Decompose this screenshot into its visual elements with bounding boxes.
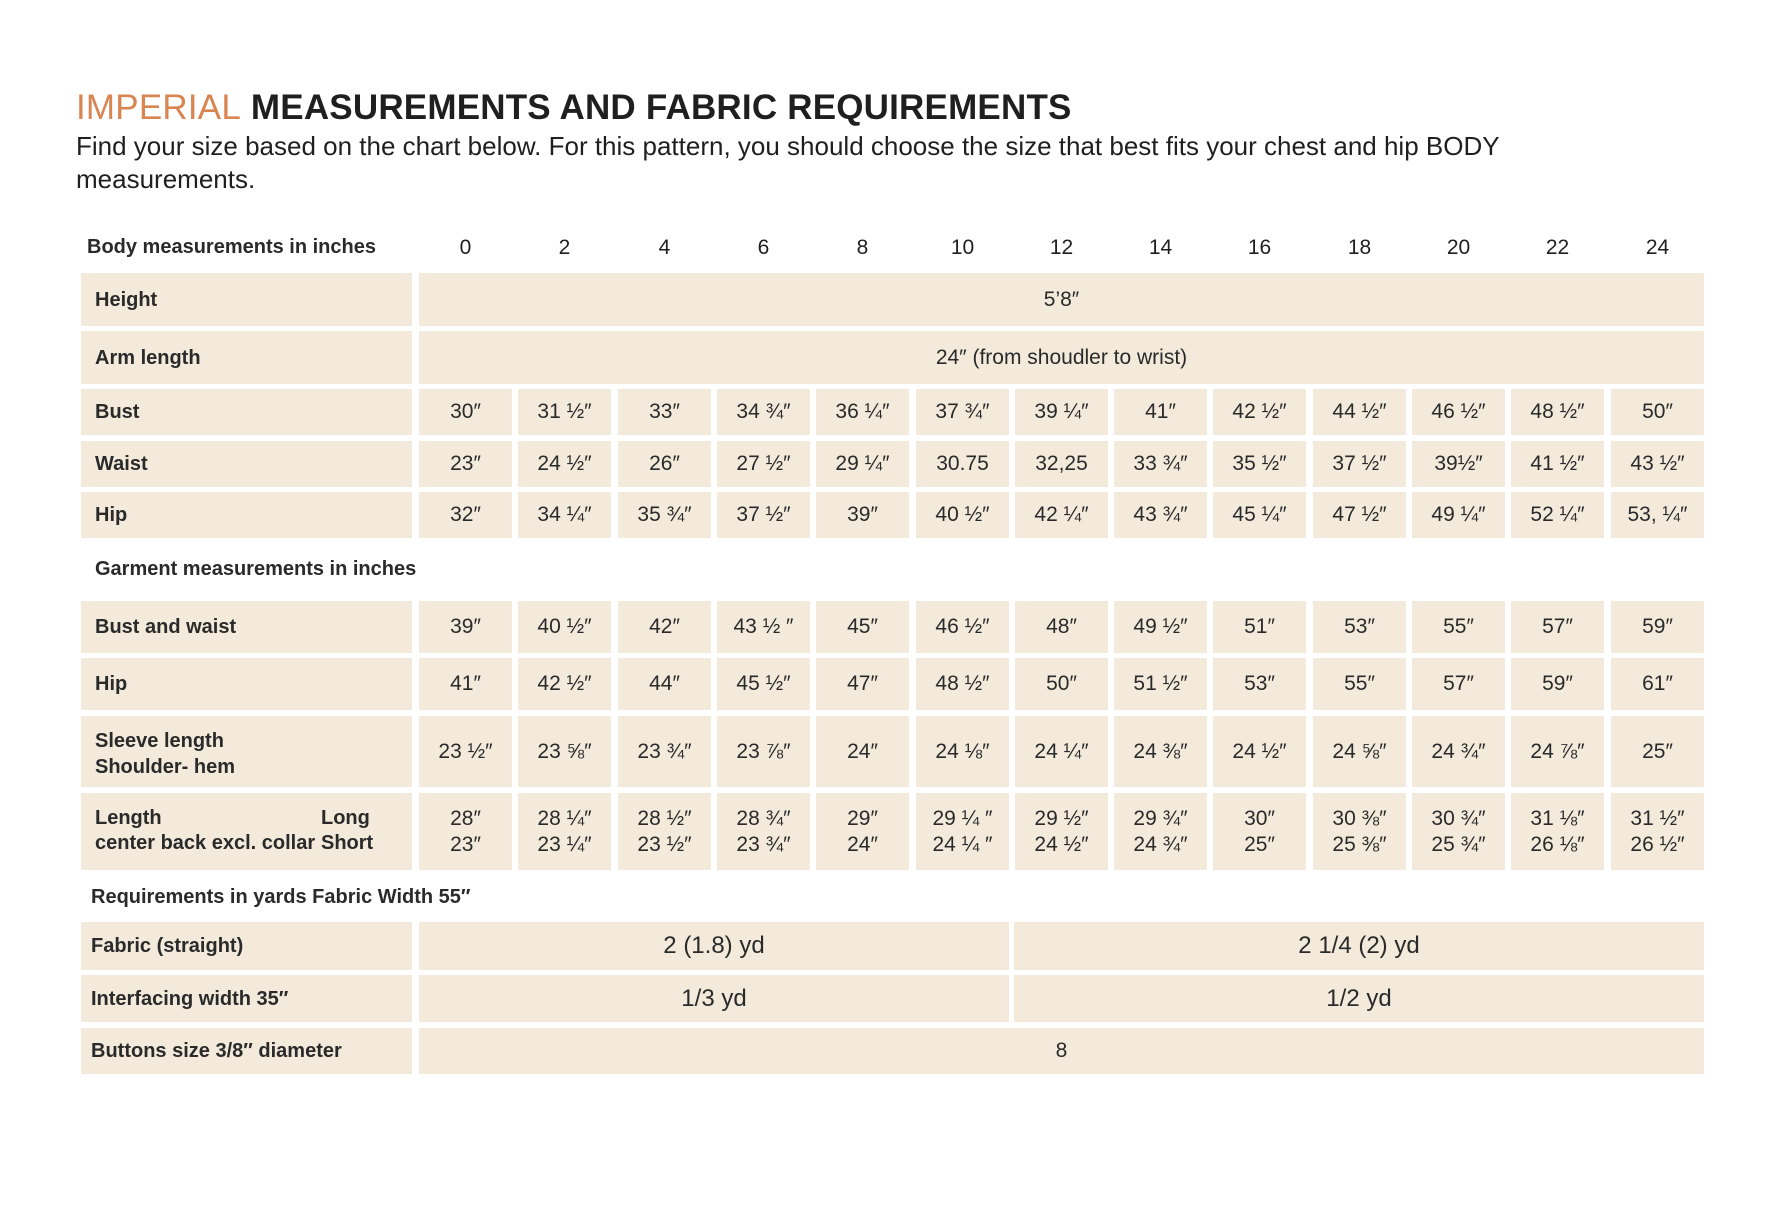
length-short-label: Short xyxy=(321,832,374,854)
body-waist-cell: 39½″ xyxy=(1412,441,1505,487)
garment-row-1-cell: 42 ½″ xyxy=(518,658,611,710)
length-cell xyxy=(618,793,711,870)
length-cell xyxy=(1114,793,1207,870)
length-long-value: 29 ½″ xyxy=(1034,806,1089,830)
sleeve-cell: 23 ⅝″ xyxy=(518,716,611,787)
sleeve-cell: 23 ⅞″ xyxy=(717,716,810,787)
sleeve-cell: 24 ⅛″ xyxy=(916,716,1009,787)
length-cell xyxy=(1611,793,1704,870)
body-hip-cell: 39″ xyxy=(816,492,909,538)
length-long-value: 30 ⅜″ xyxy=(1332,806,1387,830)
height-label: Height xyxy=(81,273,412,326)
garment-row-1-cell: 48 ½″ xyxy=(916,658,1009,710)
length-short-value: 25″ xyxy=(1244,832,1275,856)
buttons-value: 8 xyxy=(419,1028,1704,1074)
sleeve-cell: 24″ xyxy=(816,716,909,787)
interfacing-small-sizes: 1/3 yd xyxy=(419,975,1009,1022)
length-long-value: 29 ¾″ xyxy=(1133,806,1188,830)
sleeve-cell: 24 ¾″ xyxy=(1412,716,1505,787)
garment-row-1-cell: 45 ½″ xyxy=(717,658,810,710)
body-bust-cell: 36 ¼″ xyxy=(816,389,909,435)
length-short-value: 25 ¾″ xyxy=(1431,832,1486,856)
body-hip-cell: 37 ½″ xyxy=(717,492,810,538)
size-header: 8 xyxy=(856,236,869,259)
size-header: 2 xyxy=(558,236,571,259)
body-hip-cell: 32″ xyxy=(419,492,512,538)
length-short-value: 25 ⅜″ xyxy=(1332,832,1387,856)
size-header: 24 xyxy=(1645,236,1670,259)
garment-row-0-cell: 48″ xyxy=(1015,601,1108,653)
size-header: 0 xyxy=(459,236,472,259)
garment-row-0-cell: 57″ xyxy=(1511,601,1604,653)
body-bust-cell: 46 ½″ xyxy=(1412,389,1505,435)
garment-row-1-cell: 51 ½″ xyxy=(1114,658,1207,710)
body-bust-cell: 39 ¼″ xyxy=(1015,389,1108,435)
height-value: 5’8″ xyxy=(419,273,1704,326)
body-waist-cell: 26″ xyxy=(618,441,711,487)
length-short-value: 23 ¾″ xyxy=(736,832,791,856)
size-header: 14 xyxy=(1148,236,1173,259)
length-long-value: 30″ xyxy=(1244,806,1275,830)
size-header: 12 xyxy=(1049,236,1074,259)
garment-row-1-cell: 57″ xyxy=(1412,658,1505,710)
body-bust-cell: 37 ¾″ xyxy=(916,389,1009,435)
length-long-value: 29″ xyxy=(847,806,878,830)
length-short-value: 23″ xyxy=(450,832,481,856)
body-bust-cell: 41″ xyxy=(1114,389,1207,435)
garment-row-1-cell: 61″ xyxy=(1611,658,1704,710)
fabric-large-sizes: 2 1/4 (2) yd xyxy=(1014,922,1704,970)
garment-row-0-cell: 49 ½″ xyxy=(1114,601,1207,653)
size-header: 18 xyxy=(1347,236,1372,259)
length-short-value: 24 ½″ xyxy=(1034,832,1089,856)
body-measurements-header: Body measurements in inches xyxy=(87,236,376,258)
garment-row-0-cell: 40 ½″ xyxy=(518,601,611,653)
body-waist-cell: 37 ½″ xyxy=(1313,441,1406,487)
length-label-line2: center back excl. collar xyxy=(95,832,316,854)
size-header: 6 xyxy=(757,236,770,259)
arm-length-label: Arm length xyxy=(81,331,412,384)
body-bust-cell: 33″ xyxy=(618,389,711,435)
garment-row-0-cell: 46 ½″ xyxy=(916,601,1009,653)
page-subtitle: Find your size based on the chart below. For this pattern, you should choose the size that best fits your chest and hip BODY measurements. xyxy=(76,131,1500,194)
length-label xyxy=(81,793,412,870)
length-cell xyxy=(419,793,512,870)
sleeve-cell: 25″ xyxy=(1611,716,1704,787)
body-waist-cell: 24 ½″ xyxy=(518,441,611,487)
requirements-header: Requirements in yards Fabric Width 55″ xyxy=(91,886,471,908)
sleeve-cell: 24 ⅜″ xyxy=(1114,716,1207,787)
arm-length-value: 24″ (from shoudler to wrist) xyxy=(419,331,1704,384)
sleeve-label xyxy=(81,716,412,787)
length-long-value: 29 ¼ ″ xyxy=(932,806,993,830)
garment-row-0-cell: 42″ xyxy=(618,601,711,653)
garment-row-0-label: Bust and waist xyxy=(81,601,412,653)
length-short-value: 24 ¼ ″ xyxy=(932,832,993,856)
body-waist-cell: 41 ½″ xyxy=(1511,441,1604,487)
size-header: 16 xyxy=(1247,236,1272,259)
length-short-value: 24 ¾″ xyxy=(1133,832,1188,856)
body-hip-cell: 34 ¼″ xyxy=(518,492,611,538)
length-short-value: 24″ xyxy=(847,832,878,856)
sleeve-label-line2: Shoulder- hem xyxy=(95,756,236,778)
length-long-label: Long xyxy=(321,807,370,829)
fabric-small-sizes: 2 (1.8) yd xyxy=(419,922,1009,970)
body-bust-cell: 48 ½″ xyxy=(1511,389,1604,435)
buttons-label: Buttons size 3/8″ diameter xyxy=(81,1028,412,1074)
body-waist-cell: 30.75 xyxy=(916,441,1009,487)
garment-measurements-header: Garment measurements in inches xyxy=(95,558,417,580)
sleeve-cell: 24 ⅝″ xyxy=(1313,716,1406,787)
length-short-value: 26 ⅛″ xyxy=(1530,832,1585,856)
body-waist-cell: 35 ½″ xyxy=(1213,441,1306,487)
garment-row-0-cell: 55″ xyxy=(1412,601,1505,653)
length-cell xyxy=(1412,793,1505,870)
garment-row-0-cell: 53″ xyxy=(1313,601,1406,653)
sleeve-cell: 24 ½″ xyxy=(1213,716,1306,787)
body-waist-label: Waist xyxy=(81,441,412,487)
body-hip-label: Hip xyxy=(81,492,412,538)
body-hip-cell: 42 ¼″ xyxy=(1015,492,1108,538)
garment-row-0-cell: 51″ xyxy=(1213,601,1306,653)
garment-row-0-cell: 59″ xyxy=(1611,601,1704,653)
body-hip-cell: 47 ½″ xyxy=(1313,492,1406,538)
fabric-label: Fabric (straight) xyxy=(81,922,412,970)
body-hip-cell: 35 ¾″ xyxy=(618,492,711,538)
garment-row-0-cell: 45″ xyxy=(816,601,909,653)
length-cell xyxy=(1313,793,1406,870)
sleeve-cell: 24 ⅞″ xyxy=(1511,716,1604,787)
page-title xyxy=(76,88,1072,128)
body-waist-cell: 33 ¾″ xyxy=(1114,441,1207,487)
sleeve-label-line1: Sleeve length xyxy=(95,730,224,752)
length-cell xyxy=(1015,793,1108,870)
body-bust-cell: 44 ½″ xyxy=(1313,389,1406,435)
garment-row-1-label: Hip xyxy=(81,658,412,710)
length-cell xyxy=(518,793,611,870)
body-waist-cell: 27 ½″ xyxy=(717,441,810,487)
garment-row-0-cell: 43 ½ ″ xyxy=(717,601,810,653)
body-waist-cell: 43 ½″ xyxy=(1611,441,1704,487)
garment-row-1-cell: 50″ xyxy=(1015,658,1108,710)
body-hip-cell: 43 ¾″ xyxy=(1114,492,1207,538)
length-short-value: 23 ¼″ xyxy=(537,832,592,856)
body-bust-cell: 50″ xyxy=(1611,389,1704,435)
length-long-value: 28″ xyxy=(450,806,481,830)
garment-row-1-cell: 59″ xyxy=(1511,658,1604,710)
length-long-value: 30 ¾″ xyxy=(1431,806,1486,830)
length-long-value: 28 ¾″ xyxy=(736,806,791,830)
body-hip-cell: 40 ½″ xyxy=(916,492,1009,538)
body-waist-cell: 32,25 xyxy=(1015,441,1108,487)
body-hip-cell: 52 ¼″ xyxy=(1511,492,1604,538)
garment-row-1-cell: 44″ xyxy=(618,658,711,710)
garment-row-1-cell: 47″ xyxy=(816,658,909,710)
body-hip-cell: 49 ¼″ xyxy=(1412,492,1505,538)
length-short-value: 23 ½″ xyxy=(637,832,692,856)
body-bust-cell: 42 ½″ xyxy=(1213,389,1306,435)
length-long-value: 31 ½″ xyxy=(1630,806,1685,830)
size-header: 10 xyxy=(950,236,975,259)
body-waist-cell: 23″ xyxy=(419,441,512,487)
body-bust-cell: 34 ¾″ xyxy=(717,389,810,435)
body-waist-cell: 29 ¼″ xyxy=(816,441,909,487)
sleeve-cell: 24 ¼″ xyxy=(1015,716,1108,787)
title-accent: IMPERIAL xyxy=(76,88,241,127)
sleeve-cell: 23 ½″ xyxy=(419,716,512,787)
garment-row-1-cell: 53″ xyxy=(1213,658,1306,710)
title-rest: MEASUREMENTS AND FABRIC REQUIREMENTS xyxy=(250,88,1072,127)
interfacing-large-sizes: 1/2 yd xyxy=(1014,975,1704,1022)
length-cell xyxy=(816,793,909,870)
size-header: 22 xyxy=(1545,236,1570,259)
length-label-line1: Length xyxy=(95,807,162,829)
body-hip-cell: 53, ¼″ xyxy=(1611,492,1704,538)
length-cell xyxy=(1511,793,1604,870)
garment-row-0-cell: 39″ xyxy=(419,601,512,653)
garment-row-1-cell: 41″ xyxy=(419,658,512,710)
length-long-value: 28 ¼″ xyxy=(537,806,592,830)
length-cell xyxy=(717,793,810,870)
sleeve-cell: 23 ¾″ xyxy=(618,716,711,787)
size-header: 20 xyxy=(1446,236,1471,259)
body-hip-cell: 45 ¼″ xyxy=(1213,492,1306,538)
body-bust-cell: 31 ½″ xyxy=(518,389,611,435)
garment-row-1-cell: 55″ xyxy=(1313,658,1406,710)
body-bust-cell: 30″ xyxy=(419,389,512,435)
length-long-value: 28 ½″ xyxy=(637,806,692,830)
body-bust-label: Bust xyxy=(81,389,412,435)
size-header: 4 xyxy=(658,236,671,259)
length-cell xyxy=(916,793,1009,870)
length-cell xyxy=(1213,793,1306,870)
interfacing-label: Interfacing width 35″ xyxy=(81,975,412,1022)
length-long-value: 31 ⅛″ xyxy=(1530,806,1585,830)
length-short-value: 26 ½″ xyxy=(1630,832,1685,856)
